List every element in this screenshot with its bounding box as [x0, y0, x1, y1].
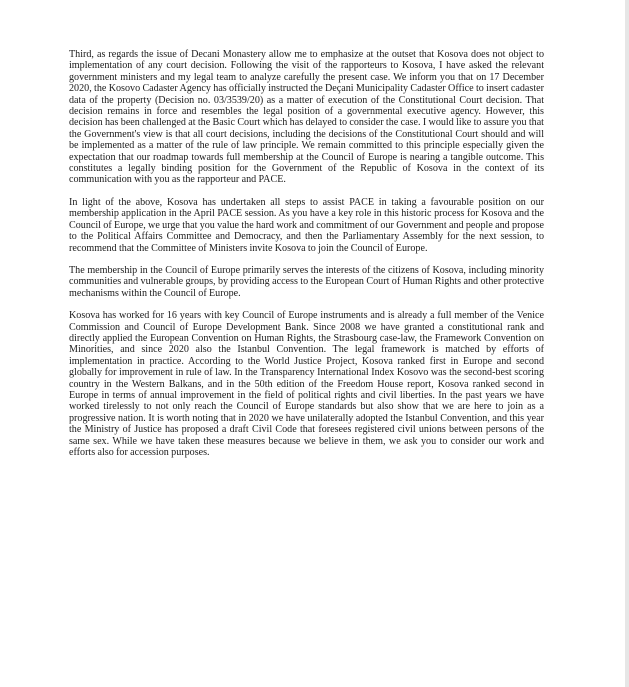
paragraph-council-instruments: Kosova has worked for 16 years with key Council of Europe instruments and is already a full member of the Venice Commission and Council of Europe Development Bank. Since 2008 we have granted a constitutional rank and directly applied the European Convention on Human Rights, the Strasbourg case-law, the Framework Convention on Minorities, and since 2020 also the Istanbul Convention. The legal framework is matched by efforts of implementation in practice. According to the World Justice Project, Kosova ranked first in Europe and second globally for improvement in rule of law. In the Transparency International Index Kosovo was the second-best scoring country in the Western Balkans, and in the 50th edition of the Freedom House report, Kosova ranked second in Europe in terms of annual improvement in the field of political rights and civil liberties. In the past years we have worked tirelessly to not only reach the Council of Europe standards but also show that we are here to join as a progressive nation. It is worth noting that in 2020 we have unilaterally adopted the Istanbul Convention, and this year the Ministry of Justice has proposed a draft Civil Code that foresees registered civil unions between persons of the same sex. While we have taken these measures because we believe in them, we ask you to consider our work and efforts also for accession purposes.: [69, 310, 544, 458]
paragraph-pace-membership: In light of the above, Kosova has undertaken all steps to assist PACE in taking a favourable position on our membership application in the April PACE session. As you have a key role in this historic process for Kosova and the Council of Europe, we urge that you value the hard work and commitment of our Government and people and propose to the Political Affairs Committee and Democracy, and then the Parliamentary Assembly for the next session, to recommend that the Committee of Ministers invite Kosova to join the Council of Europe.: [69, 196, 544, 254]
page-edge-divider: [625, 0, 629, 687]
letter-body: [69, 49, 544, 469]
paragraph-citizen-interests: The membership in the Council of Europe primarily serves the interests of the citizens of Kosova, including minority communities and vulnerable groups, by providing access to the European Court of Human Rights and other protective mechanisms within the Council of Europe.: [69, 264, 544, 299]
paragraph-decani-monastery: Third, as regards the issue of Decani Monastery allow me to emphasize at the outset that Kosova does not object to implementation of any court decision. Following the visit of the rapporteurs to Kosova, I have asked the relevant government ministers and my legal team to analyze carefully the present case. We inform you that on 17 December 2020, the Kosovo Cadaster Agency has officially instructed the Deçani Municipality Cadaster Office to insert cadaster data of the property (Decision no. 03/3539/20) as a matter of execution of the Constitutional Court decision. That decision remains in force and resembles the legal position of a governmental executive agency. However, this decision has been challenged at the Basic Court which has delayed to consider the case. I would like to assure you that the Government's view is that all court decisions, including the decisions of the Constitutional Court should and will be implemented as a matter of the rule of law principle. We remain committed to this principle especially given the expectation that our roadmap towards full membership at the Council of Europe is nearing a tangible outcome. This constitutes a legally binding position for the Government of the Republic of Kosova in the context of its communication with you as the rapporteur and PACE.: [69, 49, 544, 186]
